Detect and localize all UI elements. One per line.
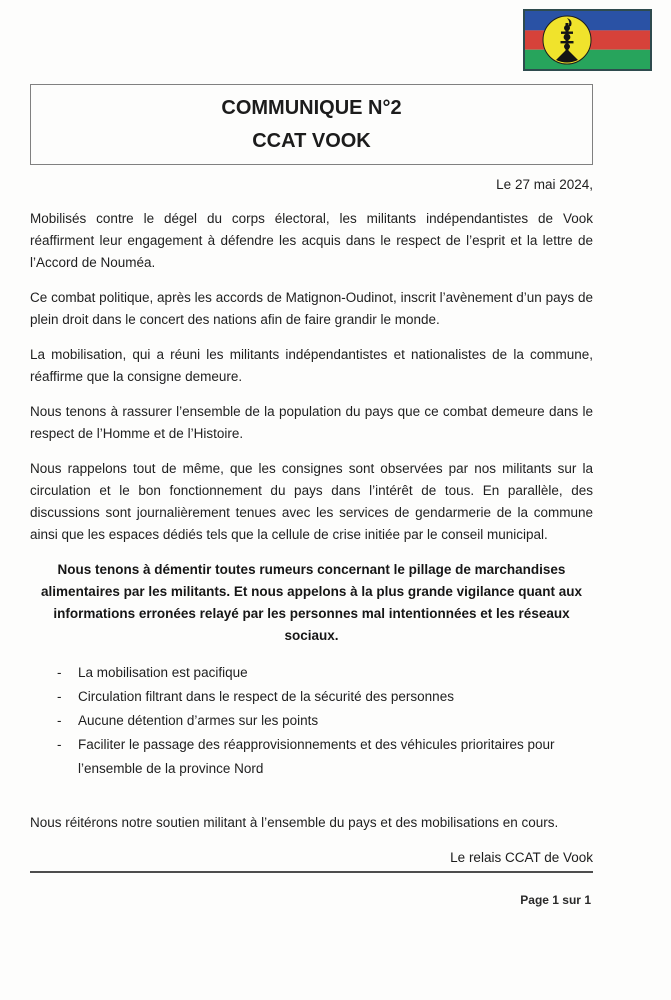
dash-marker: - xyxy=(57,737,62,752)
dash-marker: - xyxy=(57,689,62,704)
communique-title-box xyxy=(30,84,593,165)
bullet-text: Faciliter le passage des réapprovisionnements et des véhicules prioritaires pour l’ensemble de la province Nord xyxy=(78,737,555,776)
page-number: Page 1 sur 1 xyxy=(520,893,591,907)
paragraph-2: Ce combat politique, après les accords de Matignon-Oudinot, inscrit l’avènement d’un pays de plein droit dans le concert des nations afin de faire grandir le monde. xyxy=(30,290,593,327)
communique-subtitle: CCAT VOOK xyxy=(252,130,371,153)
signature: Le relais CCAT de Vook xyxy=(450,850,593,865)
bullet-item xyxy=(30,661,593,685)
paragraph-4: Nous tenons à rassurer l’ensemble de la population du pays que ce combat demeure dans le respect de l’Homme et de l’Histoire. xyxy=(30,404,593,441)
footer-separator xyxy=(30,871,593,873)
dash-marker: - xyxy=(57,713,62,728)
bullet-text: La mobilisation est pacifique xyxy=(78,665,248,680)
date-line: Le 27 mai 2024, xyxy=(496,177,593,192)
bullet-item xyxy=(30,733,593,781)
paragraph-5: Nous rappelons tout de même, que les consignes sont observées par nos militants sur la circulation et le bon fonctionnement du pays dans l’intérêt de tous. En parallèle, des discussions sont journalièrement tenues avec les services de gendarmerie de la commune ainsi que les espaces dédiés tels que la cellule de crise initiée par le conseil municipal. xyxy=(30,461,593,542)
paragraph-1: Mobilisés contre le dégel du corps électoral, les militants indépendantistes de Vook réaffirment leur engagement à défendre les acquis dans le respect de l’esprit et la lettre de l’Accord de Nouméa. xyxy=(30,211,593,270)
bullet-list xyxy=(30,661,593,781)
dash-marker: - xyxy=(57,665,62,680)
closing-paragraph: Nous réitérons notre soutien militant à l’ensemble du pays et des mobilisations en cours. xyxy=(30,815,559,830)
bullet-item xyxy=(30,709,593,733)
communique-title: COMMUNIQUE N°2 xyxy=(221,96,402,119)
bullet-text: Aucune détention d’armes sur les points xyxy=(78,713,319,728)
bullet-text: Circulation filtrant dans le respect de la sécurité des personnes xyxy=(78,689,454,704)
bullet-item xyxy=(30,685,593,709)
document-content xyxy=(30,0,593,907)
paragraph-dementi: Nous tenons à démentir toutes rumeurs concernant le pillage de marchandises alimentaires par les militants. Et nous appelons à la plus grande vigilance quant aux informations erronées relayé par les personnes mal intentionnées et les réseaux sociaux. xyxy=(41,562,582,643)
paragraph-3: La mobilisation, qui a réuni les militants indépendantistes et nationalistes de la commune, réaffirme que la consigne demeure. xyxy=(30,347,593,384)
